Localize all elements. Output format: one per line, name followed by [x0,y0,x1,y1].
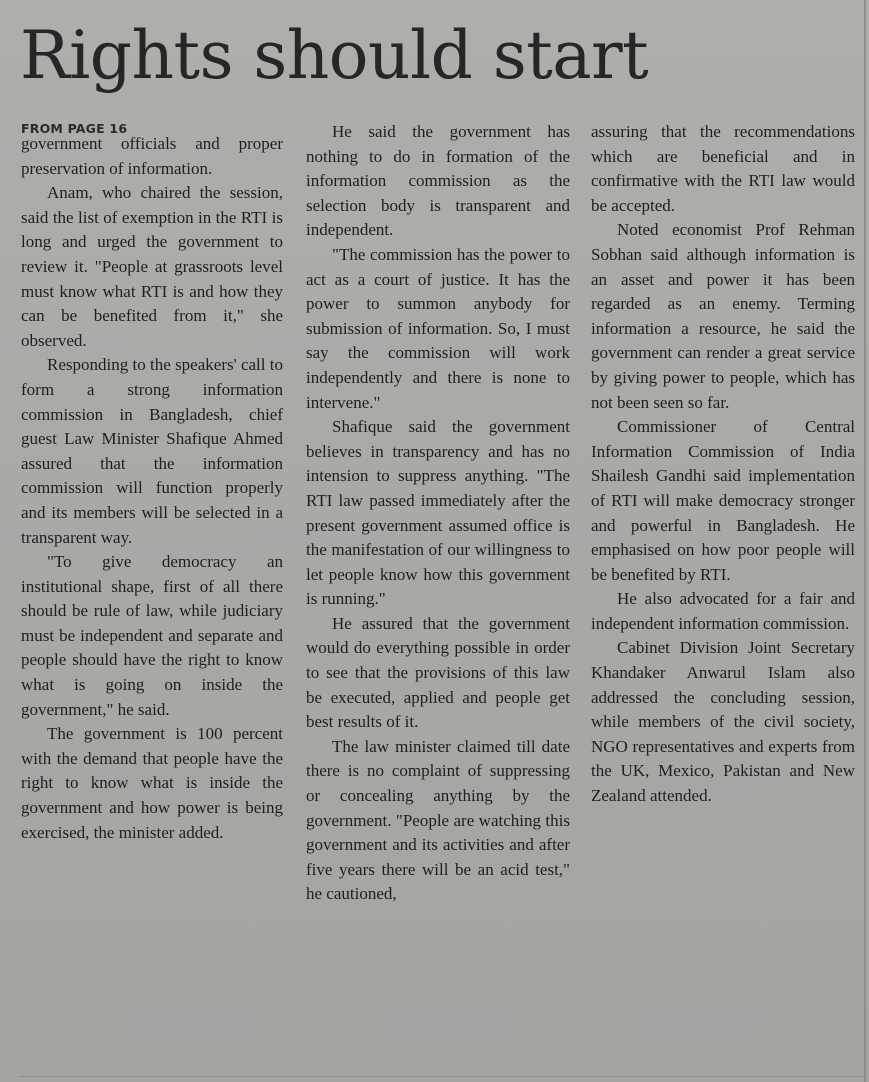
article-paragraph: Responding to the speakers' call to form a strong information commission in Bangladesh, chief guest Law Minister Shafique Ahmed assured that the information commission will function properly and its members will be selected in a transparent way. [21,355,283,547]
article-paragraph: He also advocated for a fair and independent information commission. [591,589,855,633]
article-paragraph: Commissioner of Central Information Commission of India Shailesh Gandhi said implementation of RTI will make democracy stronger and powerful in Bangladesh. He emphasised on how poor people will be benefited by RTI. [591,417,855,584]
article-paragraph: Anam, who chaired the session, said the list of exemption in the RTI is long and urged the government to review it. "People at grassroots level must know what RTI is and how they can be benefited from it," she observed. [21,183,283,350]
article-column-3 [591,120,855,809]
article-paragraph: "The commission has the power to act as a court of justice. It has the power to summon anybody for submission of information. So, I must say the commission will work independently and there is none to intervene." [306,244,570,412]
column-rule-bottom [20,1076,865,1077]
article-paragraph: He said the government has nothing to do in formation of the information commission as the selection body is transparent and independent. [306,122,570,240]
article-paragraph: Shafique said the government believes in transparency and has no intension to suppress anything. "The RTI law passed immediately after the present government assumed office is the manifestation of our willingness to let people know how this government is running." [306,417,570,609]
article-paragraph: "To give democracy an institutional shape, first of all there should be rule of law, while judiciary must be independent and separate and people should have the right to know what is going on inside the government," he said. [21,552,283,719]
article-paragraph: assuring that the recommendations which are beneficial and in confirmative with the RTI law would be accepted. [591,122,855,215]
jump-label: FROM PAGE 16 [21,121,128,136]
article-column-1 [21,120,283,845]
column-rule-right [864,0,866,1082]
article-column-2 [306,120,570,907]
article-paragraph: Noted economist Prof Rehman Sobhan said although information is an asset and power it has been regarded as an enemy. Terming information a resource, he said the government can render a great service by giving power to people, which has not been seen so far. [591,220,855,412]
article-paragraph: Cabinet Division Joint Secretary Khandaker Anwarul Islam also addressed the concluding session, while members of the civil society, NGO representatives and experts from the UK, Mexico, Pakistan and New Zealand attended. [591,638,855,806]
headline: Rights should start [20,17,649,94]
article-paragraph: The law minister claimed till date there is no complaint of suppressing or concealing anything by the government. "People are watching this government and its activities and after five years there will be an acid test," he cautioned, [306,736,570,904]
article-paragraph: He assured that the government would do everything possible in order to see that the provisions of this law be executed, applied and people get best results of it. [306,613,570,732]
article-paragraph: The government is 100 percent with the demand that people have the right to know what is inside the government and how power is being exercised, the minister added. [21,724,283,842]
article-paragraph: government officials and proper preservation of information. [21,134,283,178]
